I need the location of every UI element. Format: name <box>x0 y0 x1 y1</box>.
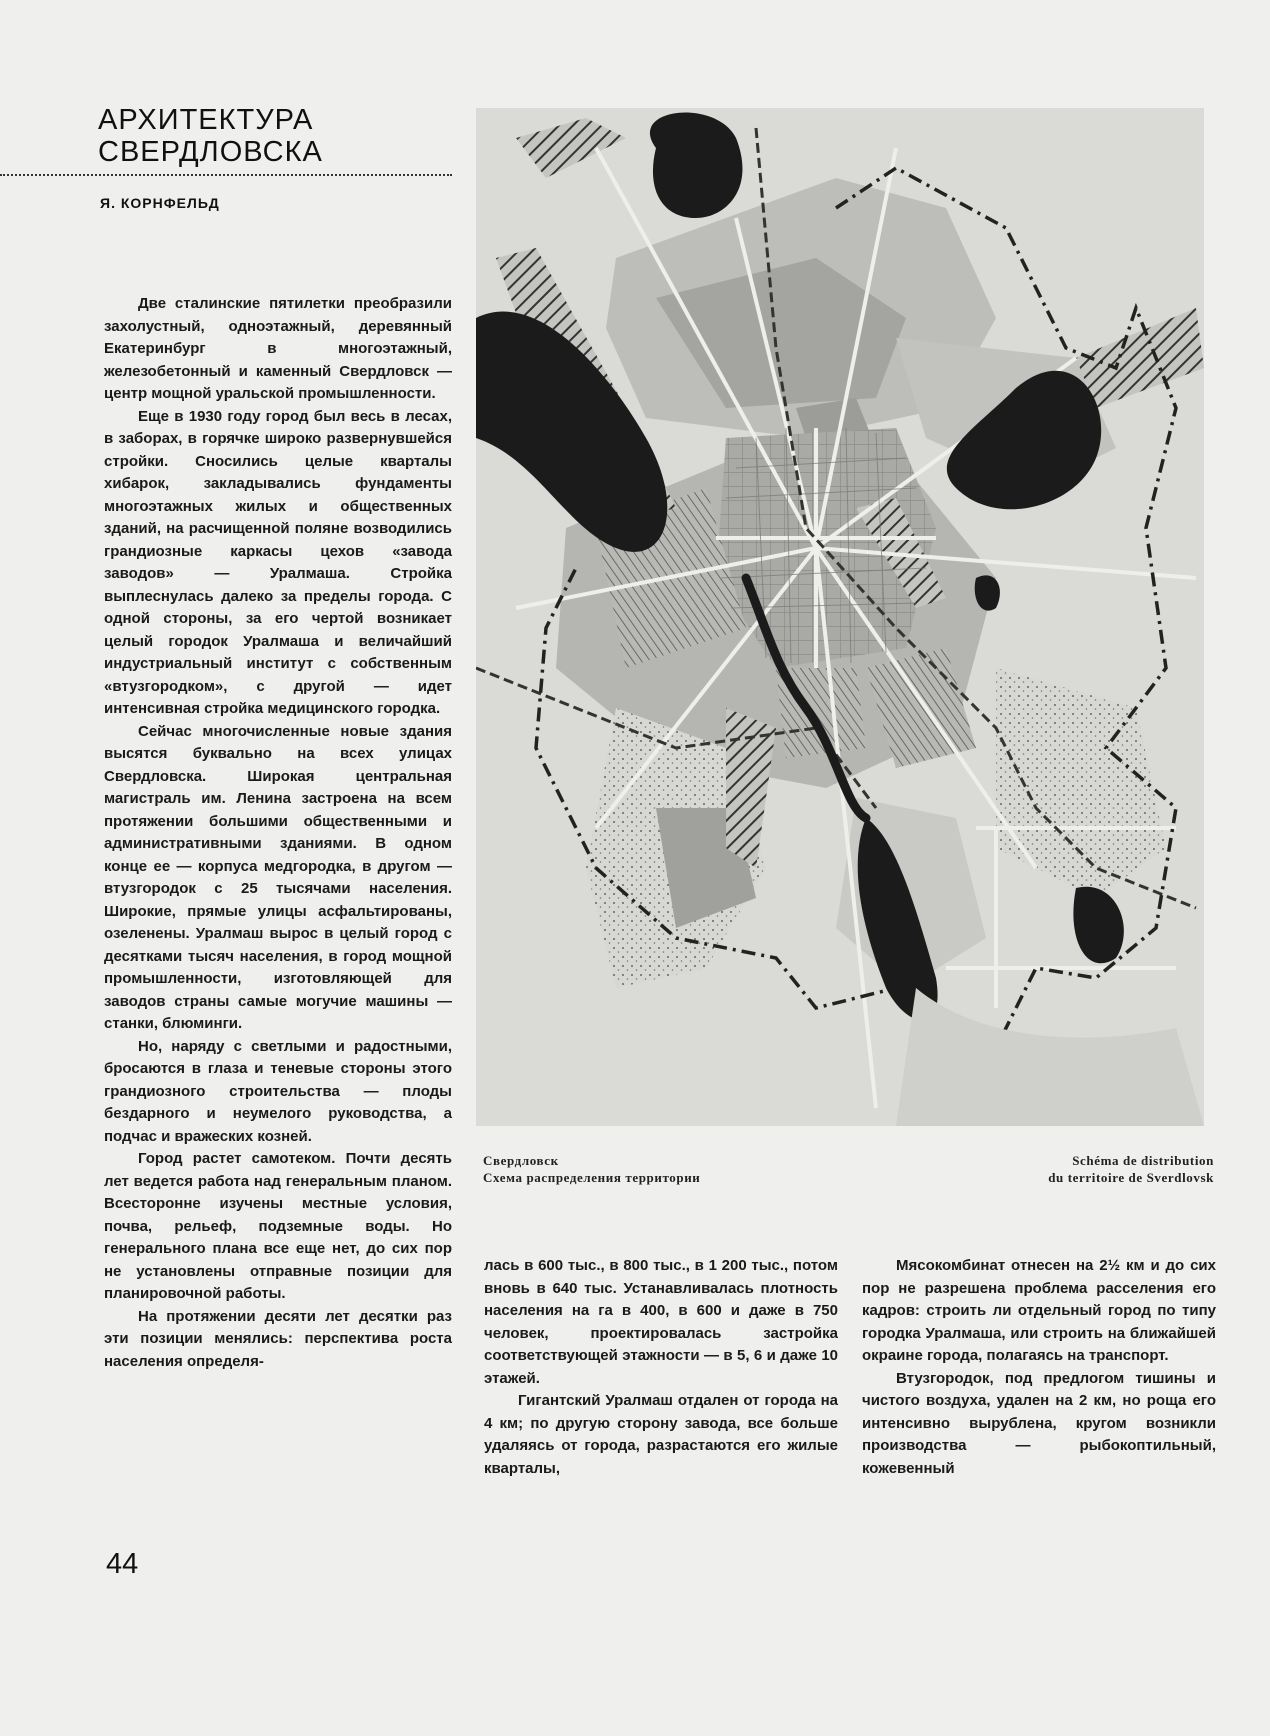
city-plan-map <box>476 108 1204 1126</box>
page-number: 44 <box>106 1548 139 1580</box>
caption-line: du territoire de Sverdlovsk <box>1048 1170 1214 1185</box>
article-title <box>98 104 458 168</box>
paragraph: Город растет самотеком. Почти десять лет ведется работа над генеральным планом. Всесторонне изучены местные условия, почва, рельеф, подземные воды. Но генерального плана все еще нет, до сих пор не установлены отправные позиции для планировочной работы. <box>104 1150 452 1302</box>
text-column-right <box>862 1255 1216 1480</box>
figure-caption-french <box>1048 1152 1214 1186</box>
paragraph: Еще в 1930 году город был весь в лесах, в заборах, в горячке широко развернувшейся стройки. Сносились целые кварталы хибарок, закладывались фундаменты многоэтажных жилых и общественных зданий, на расчищенной поляне возводились грандиозные каркасы цехов «завода заводов» — Уралмаша. Стройка выплеснулась далеко за пределы города. С одной стороны, за его чертой возникает целый городок Уралмаша и величайший индустриальный институт с собственным «втузгородком», с другой — идет интенсивная стройка медицинского городка. <box>104 407 452 717</box>
figure-caption-russian <box>483 1152 700 1186</box>
paragraph: Гигантский Уралмаш отдален от города на 4 км; по другую сторону завода, все больше удаляясь от города, разрастаются его жилые кварталы, <box>484 1392 838 1477</box>
title-line-2: СВЕРДЛОВСКА <box>98 136 323 168</box>
paragraph: Мясокомбинат отнесен на 2½ км и до сих пор не разрешена проблема расселения его кадров: строить ли отдельный город по типу городка Уралмаша, или строить на ближайшей окраине города, полагаясь на транспорт. <box>862 1257 1216 1364</box>
title-line-1: АРХИТЕКТУРА <box>98 104 314 136</box>
caption-line: Schéma de distribution <box>1072 1153 1214 1168</box>
paragraph: На протяжении десяти лет десятки раз эти позиции менялись: перспектива роста населения определя- <box>104 1307 452 1370</box>
caption-line: Свердловск <box>483 1153 559 1168</box>
paragraph: лась в 600 тыс., в 800 тыс., в 1 200 тыс., потом вновь в 640 тыс. Устанавливалась плотность населения на га в 400, в 600 и даже в 750 человек, проектировалась застройка соответствующей этажности — в 5, 6 и даже 10 этажей. <box>484 1257 838 1387</box>
paragraph: Но, наряду с светлыми и радостными, бросаются в глаза и теневые стороны этого грандиозного строительства — плоды бездарного и неумелого руководства, а подчас и вражеских козней. <box>104 1037 452 1145</box>
paragraph: Сейчас многочисленные новые здания высятся буквально на всех улицах Свердловска. Широкая центральная магистраль им. Ленина застроена на всем протяжении большими общественными и административными зданиями. В одном конце ее — корпуса медгородка, в другом — втузгородок с 25 тысячами населения. Широкие, прямые улицы асфальтированы, озеленены. Уралмаш вырос в целый город с десятками тысяч населения, в город мощной промышленности, изготовляющей для заводов страны самые могучие машины — станки, блюминги. <box>104 722 452 1032</box>
title-divider <box>0 174 452 176</box>
text-column-middle <box>484 1255 838 1480</box>
map-illustration <box>476 108 1204 1126</box>
paragraph: Две сталинские пятилетки преобразили захолустный, одноэтажный, деревянный Екатеринбург в многоэтажный, железобетонный и каменный Свердловск — центр мощной уральской промышленности. <box>104 295 452 402</box>
caption-line: Схема распределения территории <box>483 1170 701 1185</box>
paragraph: Втузгородок, под предлогом тишины и чистого воздуха, удален на 2 км, но роща его интенсивно вырублена, кругом возникли производства — рыбокоптильный, кожевенный <box>862 1369 1216 1477</box>
text-column-left <box>104 293 452 1373</box>
author-byline: Я. КОРНФЕЛЬД <box>100 195 220 211</box>
